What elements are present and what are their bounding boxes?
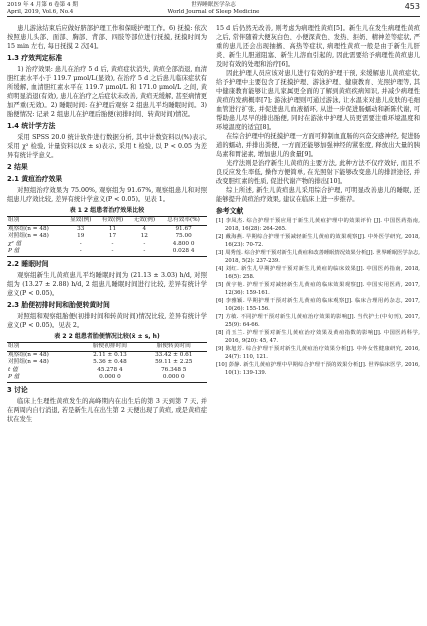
reference-item: [10] 彭静. 新生儿黄疸护理中早期综合护理干预的效果分析[J]. 世界临床医学, 2016, 10(1): 139-139. [216,362,420,376]
table2-caption: 表 2 2 组患者胎便情况比较(x̄ ± s, h) [54,332,160,340]
table-cell: P 值 [8,248,20,255]
table-cell: 12 [140,233,148,240]
reference-item: [4] 刘红. 新生儿早期护理干预对新生儿黄疸的临床效果[J]. 中国医药指南, 2018, 16(5): 258. [216,266,420,280]
table-cell: 11 [108,225,117,232]
table-cell: - [143,248,146,255]
table-row [7,225,207,233]
table-cell: 17 [108,233,117,240]
reference-item: [5] 黄宇艳. 护理干预对减轻新生儿黄疸的临床效果观察[J]. 中国实用医药, 2017, 12(36): 159-161. [216,282,420,296]
reference-item: [7] 方敏. 不同护理干预对新生儿黄疸治疗效果的影响[J]. 当代护士(中旬刊), 2017, 25(9): 64-66. [216,314,420,328]
table-cell: 76.348 5 [161,366,187,373]
table-header-row [7,217,207,226]
paragraph: 患儿游泳结束后应做好脐部护理工作和保暖护理工作。6) 抚摸: 依次按照患儿头部、面部、胸部、背部、四肢等部位进行抚摸, 抚摸时间为 15 min 左右, 每日抚摸 2 次[4]。 [7,25,207,50]
paragraph: 对照组和观察组胎便(初排时间和转黄时间)情况比较, 差异有统计学意义(P < 0.05)。见表 2。 [7,312,207,329]
reference-item: [2] 戴海燕. 早期综合护理干预减轻新生儿黄疸的效果观察[J]. 中外医学研究, 2018, 16(23): 70-72. [216,234,420,248]
table-cell: 4 [142,225,147,232]
section-heading: 2 结果 [7,163,28,171]
table-header-row [7,342,207,351]
paragraph: 采用 SPSS 20.0 统计软件进行数据分析, 其中计数资料以(%)表示, 采用 χ² 检验, 计量资料以(x̄ ± s)表示, 采用 t 检验, 以 P < 0.05 为差异有统计学意义。 [7,134,207,159]
table-cell: - [111,248,114,255]
table-row [7,233,207,241]
running-header [7,2,420,17]
table-cell: - [79,240,82,247]
table-cell: 4.800 0 [172,240,195,247]
paragraph: 因此护理人员应该对患儿进行有效的护理干预, 来缓解患儿黄疸症状, 给予护理中主要包含了抚摸护理、游泳护理、健康教育、光照护理等, 其中健康教育能够让患儿家属更全面的了解到黄疸疾病知识, 并减少病理性黄疸的发病概率[7]; 游泳护理则可通过游泳, 让水温来对患儿皮肤的毛细血管进行扩张, 并促进患儿血液循环, 从进一步促进肠蠕动和新陈代谢, 可帮助患儿尽早的排出胎便, 同时在游泳中护理人员更需要注重环境温度和环境温度的适宜[8]。 [216,70,420,131]
table-header-cell: 胎便初排时间 [92,342,127,349]
table-cell: 0.000 0 [99,374,121,381]
table-row [7,367,207,375]
table-cell: P 值 [8,374,20,381]
table-cell: - [79,248,82,255]
table-cell: 观察组(n = 48) [8,225,49,232]
header-issue-en: April, 2019, Vol.6, No.4 [7,8,74,15]
header-issue-cn: 2019 年 4 月第 6 卷第 4 期 [7,2,78,8]
page-number: 453 [404,2,420,11]
table-header-cell: 胎便转黄时间 [156,342,191,349]
table-cell: 0.028 4 [172,248,195,255]
paragraph: 1) 治疗效果: 患儿在治疗 5 d 后, 黄疸症状消失, 黄疸全部消退, 血清胆红素水平小于 119.7 μmol/L(显效), 在治疗 5 d 之后患儿临床症状有所缓解, 血清胆红素水平在 119.7 μmol/L 和 171.0 μmol/L 之间, 黄疸明显消退(有效), 患儿在治疗之后症状未改善, 黄疸无缓解, 甚至病情更加严重(无效)。2) 睡眠时间: 在护理后观察 2 组患儿平均睡眠时间。3) 胎便情况: 记录 2 组患儿在护理后胎便(初排时间、转黄时间)情况。 [7,66,207,118]
reference-item: [6] 李雅颖. 早期护理干预对新生儿黄疸的临床观察[J]. 临床合理用药杂志, 2017, 10(26): 155-156. [216,298,420,312]
table-header-cell: 总有效率(%) [167,217,200,223]
table-header-cell: 有效(例) [101,217,124,223]
references-heading: 参考文献 [216,207,244,215]
table-cell: 19 [77,233,85,240]
table-cell: χ² 值 [8,240,22,247]
section-heading: 2.2 睡眠时间 [7,259,49,268]
table-cell: 91.67 [175,225,192,232]
header-journal [7,2,420,15]
table-header-cell: 显效(例) [69,217,92,223]
right-column [216,24,420,377]
table2 [7,342,207,383]
reference-item: [1] 李凤杰. 综合护理干预应用于新生儿黄疸护理中的效果评价 [J]. 中国医药指南, 2018, 16(28): 264-265. [216,218,420,232]
section-heading: 2.3 胎便初排时间和胎便转黄时间 [7,300,110,309]
table-cell: 对照组(n = 48) [8,359,49,366]
table-cell: 对照组(n = 48) [8,233,49,240]
table-row [7,248,207,256]
paragraph: 观察组新生儿黄疸患儿平均睡眠时间为 (21.13 ± 3.03) h/d, 对照组为 (13.27 ± 2.88) h/d, 2 组患儿睡眠时间进行比较, 差异有统计学意义(P < 0.05)。 [7,271,207,297]
table-cell: - [111,240,114,247]
table-cell: t 值 [8,366,18,373]
header-journal-cn: 世界睡眠医学杂志 [191,2,236,8]
table-header-cell: 组别 [8,217,20,223]
reference-item: [8] 肖玉兰. 护理干预对新生儿黄疸治疗效果及黄疸指数的影响[J]. 中国医药科学, 2016, 9(20): 45, 47. [216,330,420,344]
header-journal-en: World Journal of Sleep Medicine [167,8,260,15]
table-cell: - [143,240,146,247]
table-row [7,374,207,382]
paragraph: 15 d 后仍然无改善, 则考虑为病理性黄疸[5]。新生儿在发生病理性黄疸之后, 常伴随着大便灰白色、小便深黄色、发热、拒奶、精神差等症状, 严重的患儿还会出现抽搐、高热等症状, 病理性黄疸一般是由于新生儿肝炎、新生儿胆道阻塞、新生儿溶血引起的, 因此需要给予病理性黄疸患儿及时有效的处理和治疗[6]。 [216,25,420,68]
table-row [7,359,207,367]
paragraph: 临床上生理性黄疸发生的高峰期内在出生后的第 3 天到第 7 天, 并在两周内自行消退, 若是新生儿在出生第 2 天便出现了黄疸, 或是黄疸症状在发生 [7,397,207,423]
reference-list [216,217,420,377]
paragraph: 综上所述, 新生儿黄疸患儿采用综合护理, 可明显改善患儿的睡眠, 还能够提升黄疸治疗效果, 建议在临床上进一步推荐。 [216,187,420,203]
table-cell: 45.278 4 [97,366,123,373]
table-cell: 75.00 [175,233,192,240]
table-cell: 33 [77,225,85,232]
table1-caption: 表 1 2 组患者治疗效果比较 [69,207,145,214]
table-header-cell: 组别 [8,342,20,349]
table-row [7,241,207,249]
table-cell: 5.36 ± 0.48 [93,359,127,366]
paragraph: 对照组治疗效果为 75.00%, 观察组为 91.67%, 观察组患儿和对照组患儿疗效比较, 差异有统计学意义(P < 0.05)。见表 1。 [7,187,207,203]
table-cell: 观察组(n = 48) [8,351,49,358]
table-row [7,351,207,359]
reference-item: [9] 陈旭芳. 综合护理干预对新生儿黄疸治疗效果分析[J]. 中外女性健康研究, 2016, 24(7): 110, 121. [216,346,420,360]
paragraph: 光疗法则是治疗新生儿黄疸的主要方法, 此种方法不仅疗效好, 而且不良反应发生率低, 操作方便简单, 在光照射下能够改变患儿的排泄途径, 并改变胆红素的性质, 促进代谢产物的排出[10]。 [216,160,420,185]
table-cell: 59.11 ± 2.25 [155,359,193,366]
section-heading: 1.3 疗效判定标准 [7,54,63,62]
section-heading: 1.4 统计学方法 [7,122,56,130]
left-column [7,24,207,424]
section-heading: 3 讨论 [7,385,28,394]
table-cell: 2.11 ± 0.13 [93,351,127,358]
table-cell: 33.42 ± 0.61 [155,351,193,358]
section-heading: 2.1 黄疸治疗效果 [7,175,63,183]
paragraph: 在综合护理中的抚摸护理一方面可抑制血直肠的兴奋交感神经, 促进肠道的蠕动, 并排出粪便, 一方面还能够加强神经的紧张度, 释放出大量的胰岛素和胃泌素, 增加患儿的食量[9]。 [216,133,420,158]
table-header-cell: 无效(例) [133,217,156,223]
table-cell: 0.000 0 [162,374,185,381]
reference-item: [3] 周秀莲. 综合护理干预对新生儿黄疸和改善睡眠情况效果分析[J]. 世界睡眠医学杂志, 2018, 5(2): 237-239. [216,250,420,264]
table1 [7,216,207,257]
